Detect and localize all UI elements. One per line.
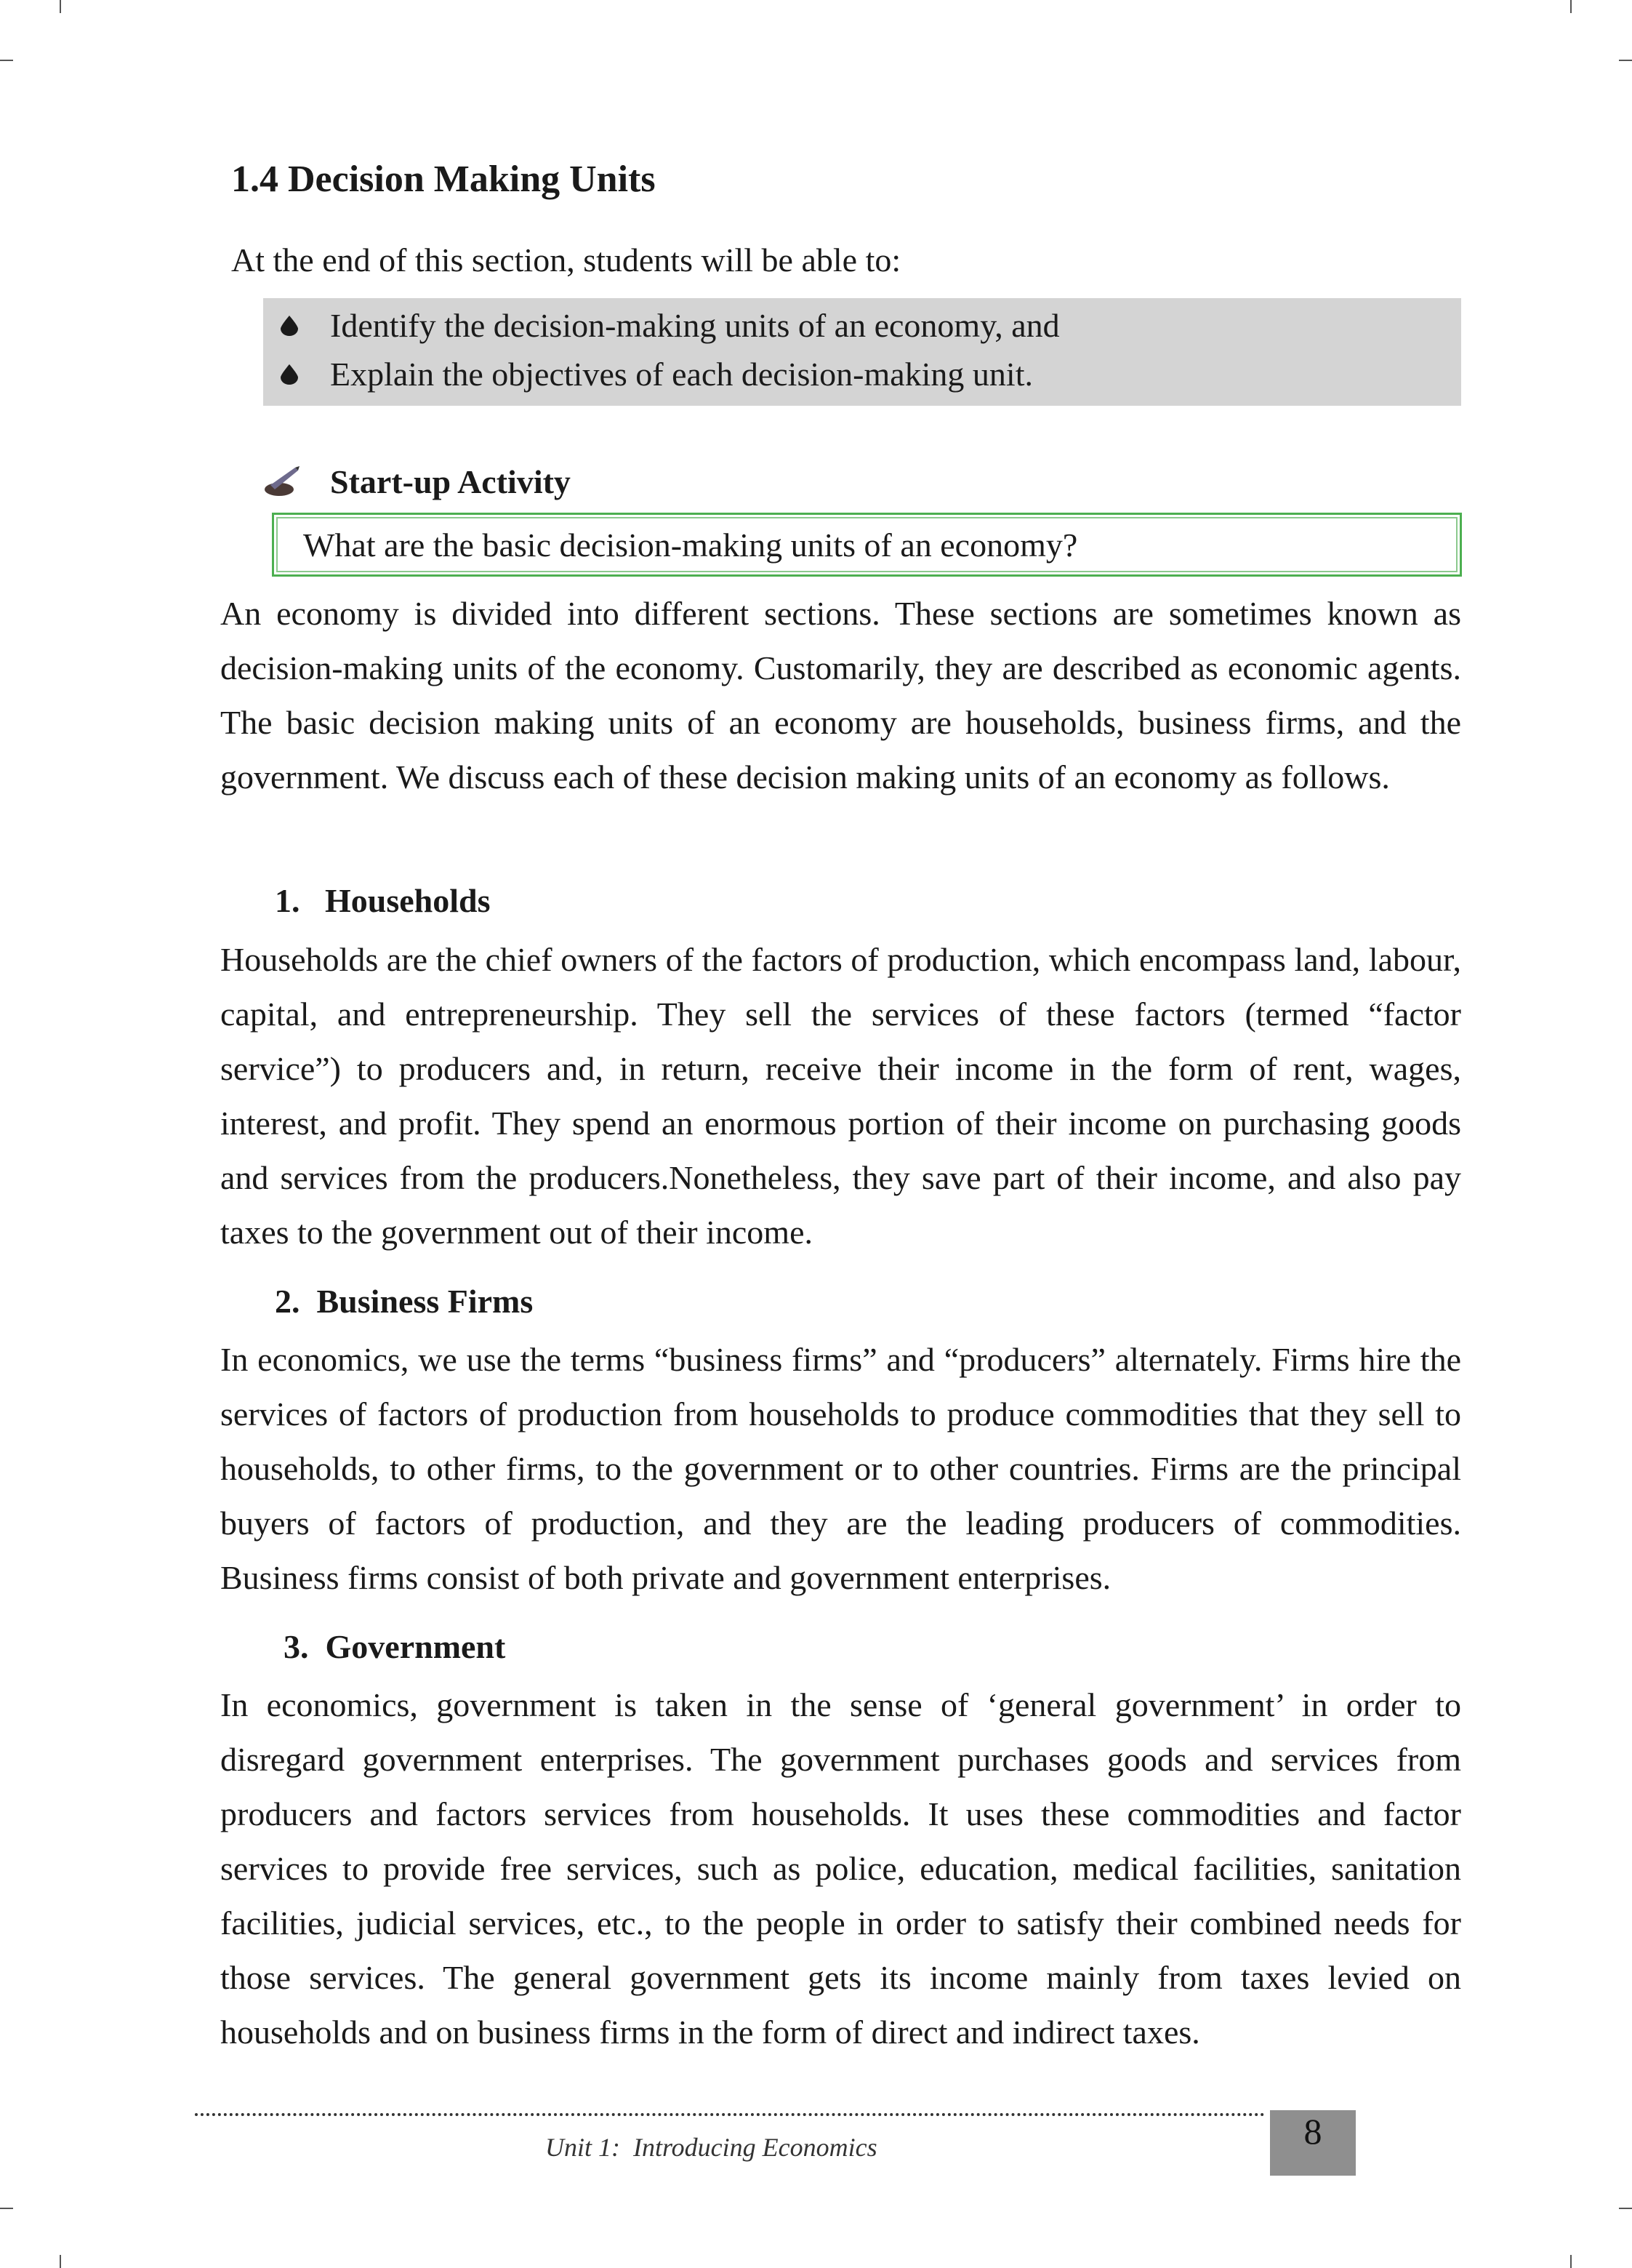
government-paragraph: In economics, government is taken in the sense of ‘general government’ in order to disregard government enterprises. The government purchases goods and services from producers and factors services from households. It uses these commodities and factor services to provide free services, such as police, education, medical facilities, sanitation facilities, judicial services, etc., to the people in order to satisfy their combined needs for those services. The general government gets its income mainly from taxes levied on households and on business firms in the form of direct and indirect taxes.	[220, 1686, 1461, 2051]
crop-mark	[1619, 2208, 1632, 2209]
learning-objectives-intro: At the end of this section, students will be able to:	[231, 241, 901, 279]
objective-item	[263, 301, 1461, 350]
objective-item	[263, 350, 1461, 398]
crop-mark	[0, 2208, 13, 2209]
crop-mark	[60, 2255, 61, 2268]
households-paragraph: Households are the chief owners of the factors of production, which encompass land, labour, capital, and entrepreneurship. They sell the services of these factors (termed “factor service”) to producers and, in return, receive their income in the form of rent, wages, interest, and profit. They spend an enormous portion of their income on purchasing goods and services from the producers.Nonetheless, they save part of their income, and also pay taxes to the government out of their income.	[220, 941, 1461, 1251]
section-title: 1.4 Decision Making Units	[231, 159, 656, 200]
subheading-government: 3. Government	[284, 1628, 506, 1665]
crop-mark	[60, 0, 61, 13]
pen-writing-icon	[263, 465, 300, 498]
crop-mark	[1570, 2255, 1572, 2268]
page-number-box	[1270, 2110, 1356, 2176]
crop-mark	[1570, 0, 1572, 13]
footer-unit-title: Unit 1: Introducing Economics	[545, 2133, 877, 2162]
intro-paragraph: An economy is divided into different sections. These sections are sometimes known as decision-making units of the economy. Customarily, they are described as economic agents. The basic decision making units of an economy are households, business firms, and the government. We discuss each of these decision making units of an economy as follows.	[220, 595, 1461, 796]
objective-text: Explain the objectives of each decision-making unit.	[330, 355, 1033, 393]
footer-dotted-rule	[195, 2113, 1265, 2116]
startup-question-text: What are the basic decision-making units of an economy?	[303, 526, 1078, 564]
crop-mark	[0, 60, 13, 61]
drop-bullet-icon	[281, 364, 298, 385]
startup-activity-title: Start-up Activity	[330, 462, 571, 500]
crop-mark	[1619, 60, 1632, 61]
objectives-box	[263, 298, 1461, 406]
startup-question-box	[272, 513, 1462, 577]
page-number: 8	[1303, 2111, 1322, 2152]
drop-bullet-icon	[281, 316, 298, 336]
objective-text: Identify the decision-making units of an economy, and	[330, 306, 1060, 344]
business-firms-paragraph: In economics, we use the terms “business firms” and “producers” alternately. Firms hire the services of factors of production from households to produce commodities that they sell to households, to other firms, to the government or to other countries. Firms are the principal buyers of factors of production, and they are the leading producers of commodities. Business firms consist of both private and government enterprises.	[220, 1341, 1461, 1596]
startup-activity-heading	[263, 460, 571, 503]
subheading-business-firms: 2. Business Firms	[275, 1283, 534, 1320]
subheading-households: 1. Households	[275, 882, 491, 919]
